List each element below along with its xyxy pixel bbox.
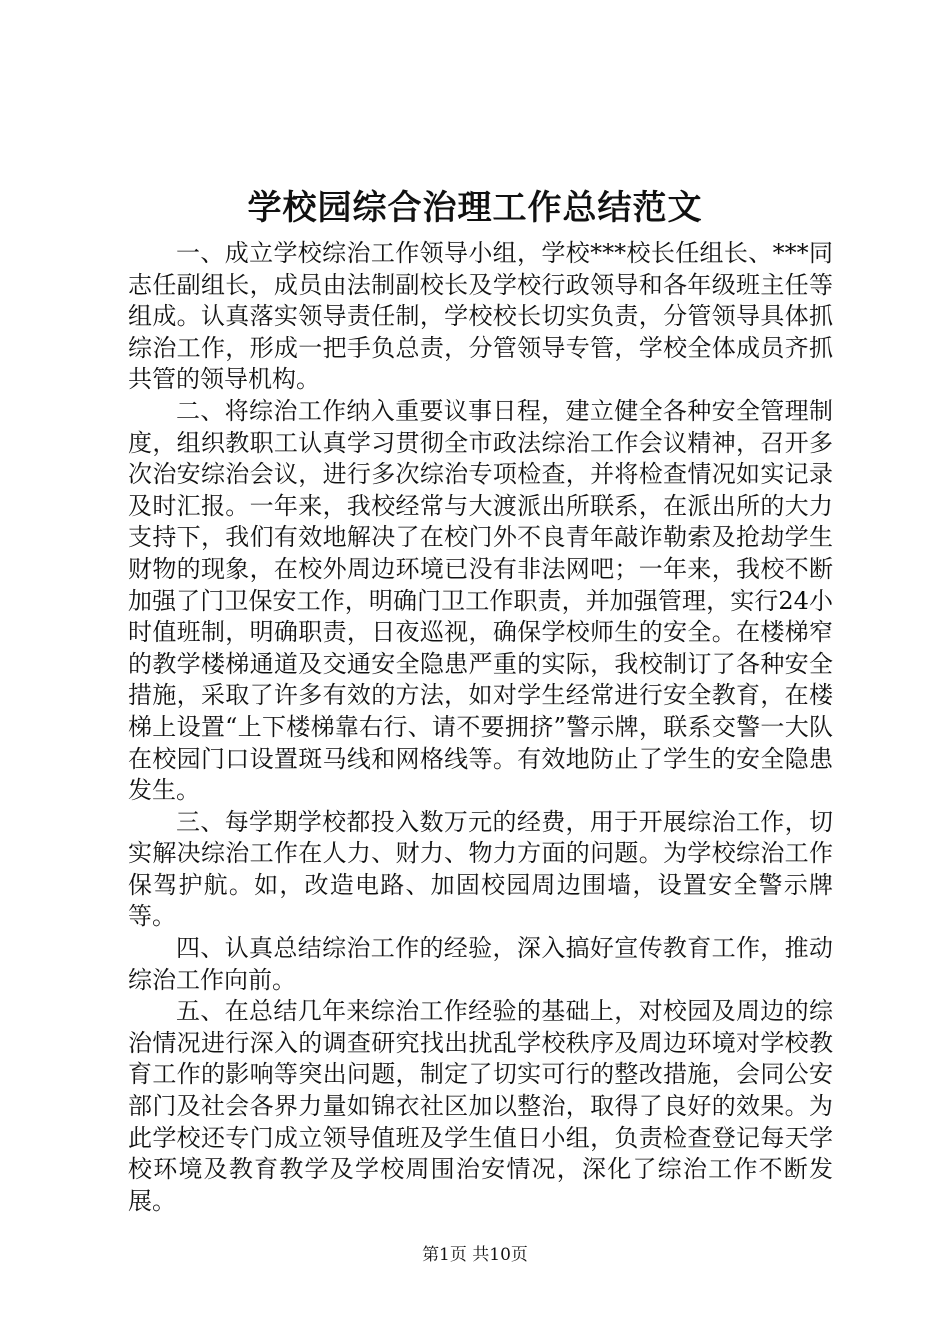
paragraph-5: 五、在总结几年来综治工作经验的基础上，对校园及周边的综治情况进行深入的调查研究找出扰乱学校秩序及周边环境对学校教育工作的影响等突出问题，制定了切实可行的整改措施，会同公安部门及社会各界力量如锦衣社区加以整治，取得了良好的效果。为此学校还专门成立领导值班及学生值日小组，负责检查登记每天学校环境及教育教学及学校周围治安情况，深化了综治工作不断发展。: [128, 997, 833, 1215]
document-body: [128, 238, 833, 1217]
page-footer: 第1页 共10页: [422, 1245, 528, 1265]
paragraph-1: 一、成立学校综治工作领导小组，学校***校长任组长、***同志任副组长，成员由法制副校长及学校行政领导和各年级班主任等组成。认真落实领导责任制，学校校长切实负责，分管领导具体抓综治工作，形成一把手负总责，分管领导专管，学校全体成员齐抓共管的领导机构。: [128, 239, 833, 394]
document-title: 学校园综合治理工作总结范文: [247, 188, 703, 228]
paragraph-4: 四、认真总结综治工作的经验，深入搞好宣传教育工作，推动综治工作向前。: [128, 934, 833, 994]
paragraph-2: 二、将综治工作纳入重要议事日程，建立健全各种安全管理制度，组织教职工认真学习贯彻全市政法综治工作会议精神，召开多次治安综治会议，进行多次综治专项检查，并将检查情况如实记录及时汇报。一年来，我校经常与大渡派出所联系，在派出所的大力支持下，我们有效地解决了在校门外不良青年敲诈勒索及抢劫学生财物的现象，在校外周边环境已没有非法网吧；一年来，我校不断加强了门卫保安工作，明确门卫工作职责，并加强管理，实行24小时值班制，明确职责，日夜巡视，确保学校师生的安全。在楼梯窄的教学楼梯通道及交通安全隐患严重的实际，我校制订了各种安全措施，采取了许多有效的方法，如对学生经常进行安全教育，在楼梯上设置“上下楼梯靠右行、请不要拥挤”警示牌，联系交警一大队在校园门口设置斑马线和网格线等。有效地防止了学生的安全隐患发生。: [128, 396, 833, 805]
paragraph-3: 三、每学期学校都投入数万元的经费，用于开展综治工作，切实解决综治工作在人力、财力、物力方面的问题。为学校综治工作保驾护航。如，改造电路、加固校园周边围墙，设置安全警示牌等。: [128, 807, 833, 931]
